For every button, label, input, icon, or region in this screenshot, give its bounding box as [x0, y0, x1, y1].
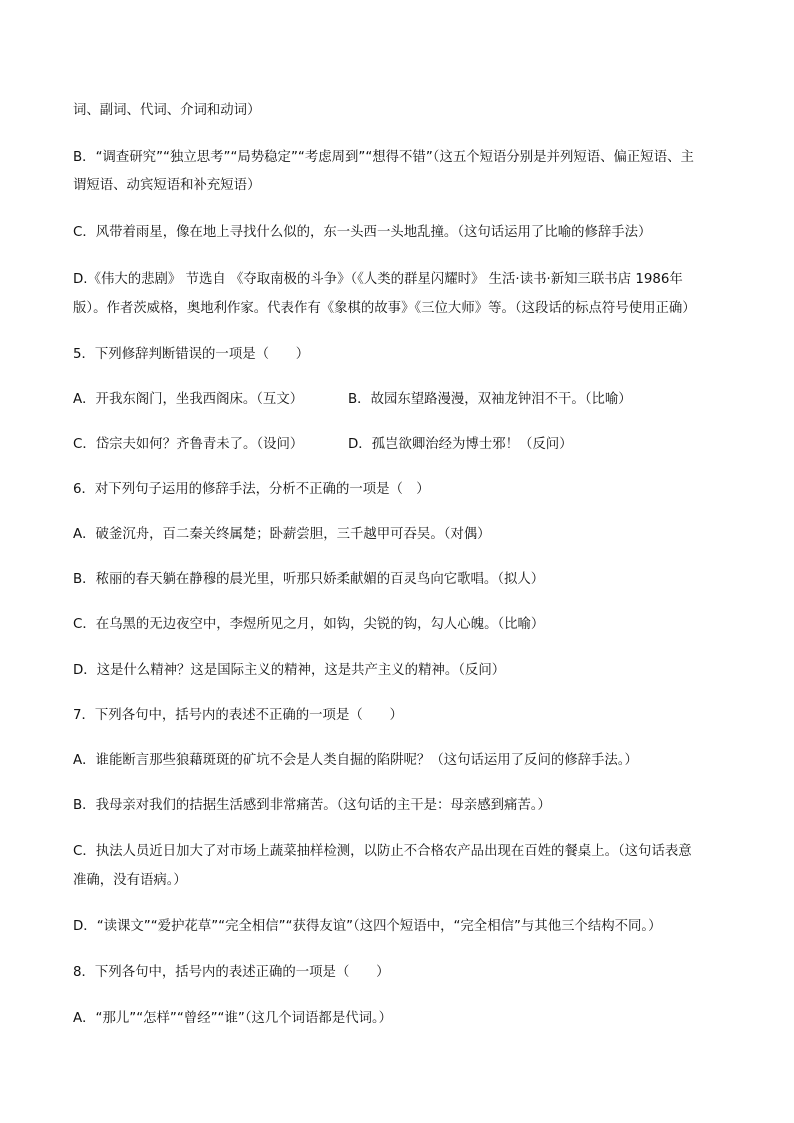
text-line: B．“调查研究”“独立思考”“局势稳定”“考虑周到”“想得不错”（这五个短语分别是并列短语、偏正短语、主 [73, 150, 694, 165]
option-a: A．破釜沉舟，百二秦关终属楚；卧薪尝胆，三千越甲可吞吴。（对偶） [73, 527, 491, 542]
option-a: A．“那儿”“怎样”“曾经”“谁”（这几个词语都是代词。） [73, 1011, 393, 1026]
option-b: B．秾丽的春天躺在静穆的晨光里，听那只娇柔献媚的百灵鸟向它歌唱。（拟人） [73, 572, 545, 587]
text-line: 谓短语、动宾短语和补充短语） [73, 178, 261, 193]
text-line: 词、副词、代词、介词和动词） [73, 103, 261, 118]
question-5-stem: 5．下列修辞判断错误的一项是（ ） [73, 347, 310, 362]
text-line: 版）。作者茨威格，奥地利作家。代表作有《象棋的故事》《三位大师》等。（这段话的标点符号使用正确） [73, 301, 696, 316]
option-d: D．“读课文”“爱护花草”“完全相信”“获得友谊”（这四个短语中，“完全相信”与其他三个结构不同。） [73, 919, 662, 934]
question-6-stem: 6．对下列句子运用的修辞手法，分析不正确的一项是（ ） [73, 482, 430, 497]
option-a: A．谁能断言那些狼藉斑斑的矿坑不会是人类自掘的陷阱呢？（这句话运用了反问的修辞手法。） [73, 753, 638, 768]
option-b: B．我母亲对我们的拮据生活感到非常痛苦。（这句话的主干是：母亲感到痛苦。） [73, 798, 551, 813]
option-c-continued: 准确，没有语病。） [73, 873, 187, 888]
text-line: D.《伟大的悲剧》 节选自 《夺取南极的斗争》（《人类的群星闪耀时》 生活·读书·新知三联书店 1986年 [73, 272, 683, 287]
text-line: C．风带着雨星，像在地上寻找什么似的，东一头西一头地乱撞。（这句话运用了比喻的修辞手法） [73, 225, 652, 240]
option-c: C．岱宗夫如何？齐鲁青未了。（设问） [73, 437, 304, 452]
question-7-stem: 7．下列各句中，括号内的表述不正确的一项是（ ） [73, 708, 403, 723]
option-b: B．故园东望路漫漫，双袖龙钟泪不干。（比喻） [348, 392, 632, 407]
option-d: D．这是什么精神？这是国际主义的精神，这是共产主义的精神。（反问） [73, 663, 506, 678]
option-c: C．在乌黑的无边夜空中，李煜所见之月，如钩，尖锐的钩，勾人心魄。（比喻） [73, 617, 545, 632]
option-a: A．开我东阁门，坐我西阁床。（互文） [73, 392, 304, 407]
question-8-stem: 8．下列各句中，括号内的表述正确的一项是（ ） [73, 965, 390, 980]
option-c: C．执法人员近日加大了对市场上蔬菜抽样检测，以防止不合格农产品出现在百姓的餐桌上。（这句话表意 [73, 844, 692, 859]
question-5-options-row-1 [73, 391, 728, 409]
option-d: D．孤岂欲卿治经为博士邪！（反问） [348, 437, 573, 452]
question-5-options-row-2 [73, 436, 728, 454]
